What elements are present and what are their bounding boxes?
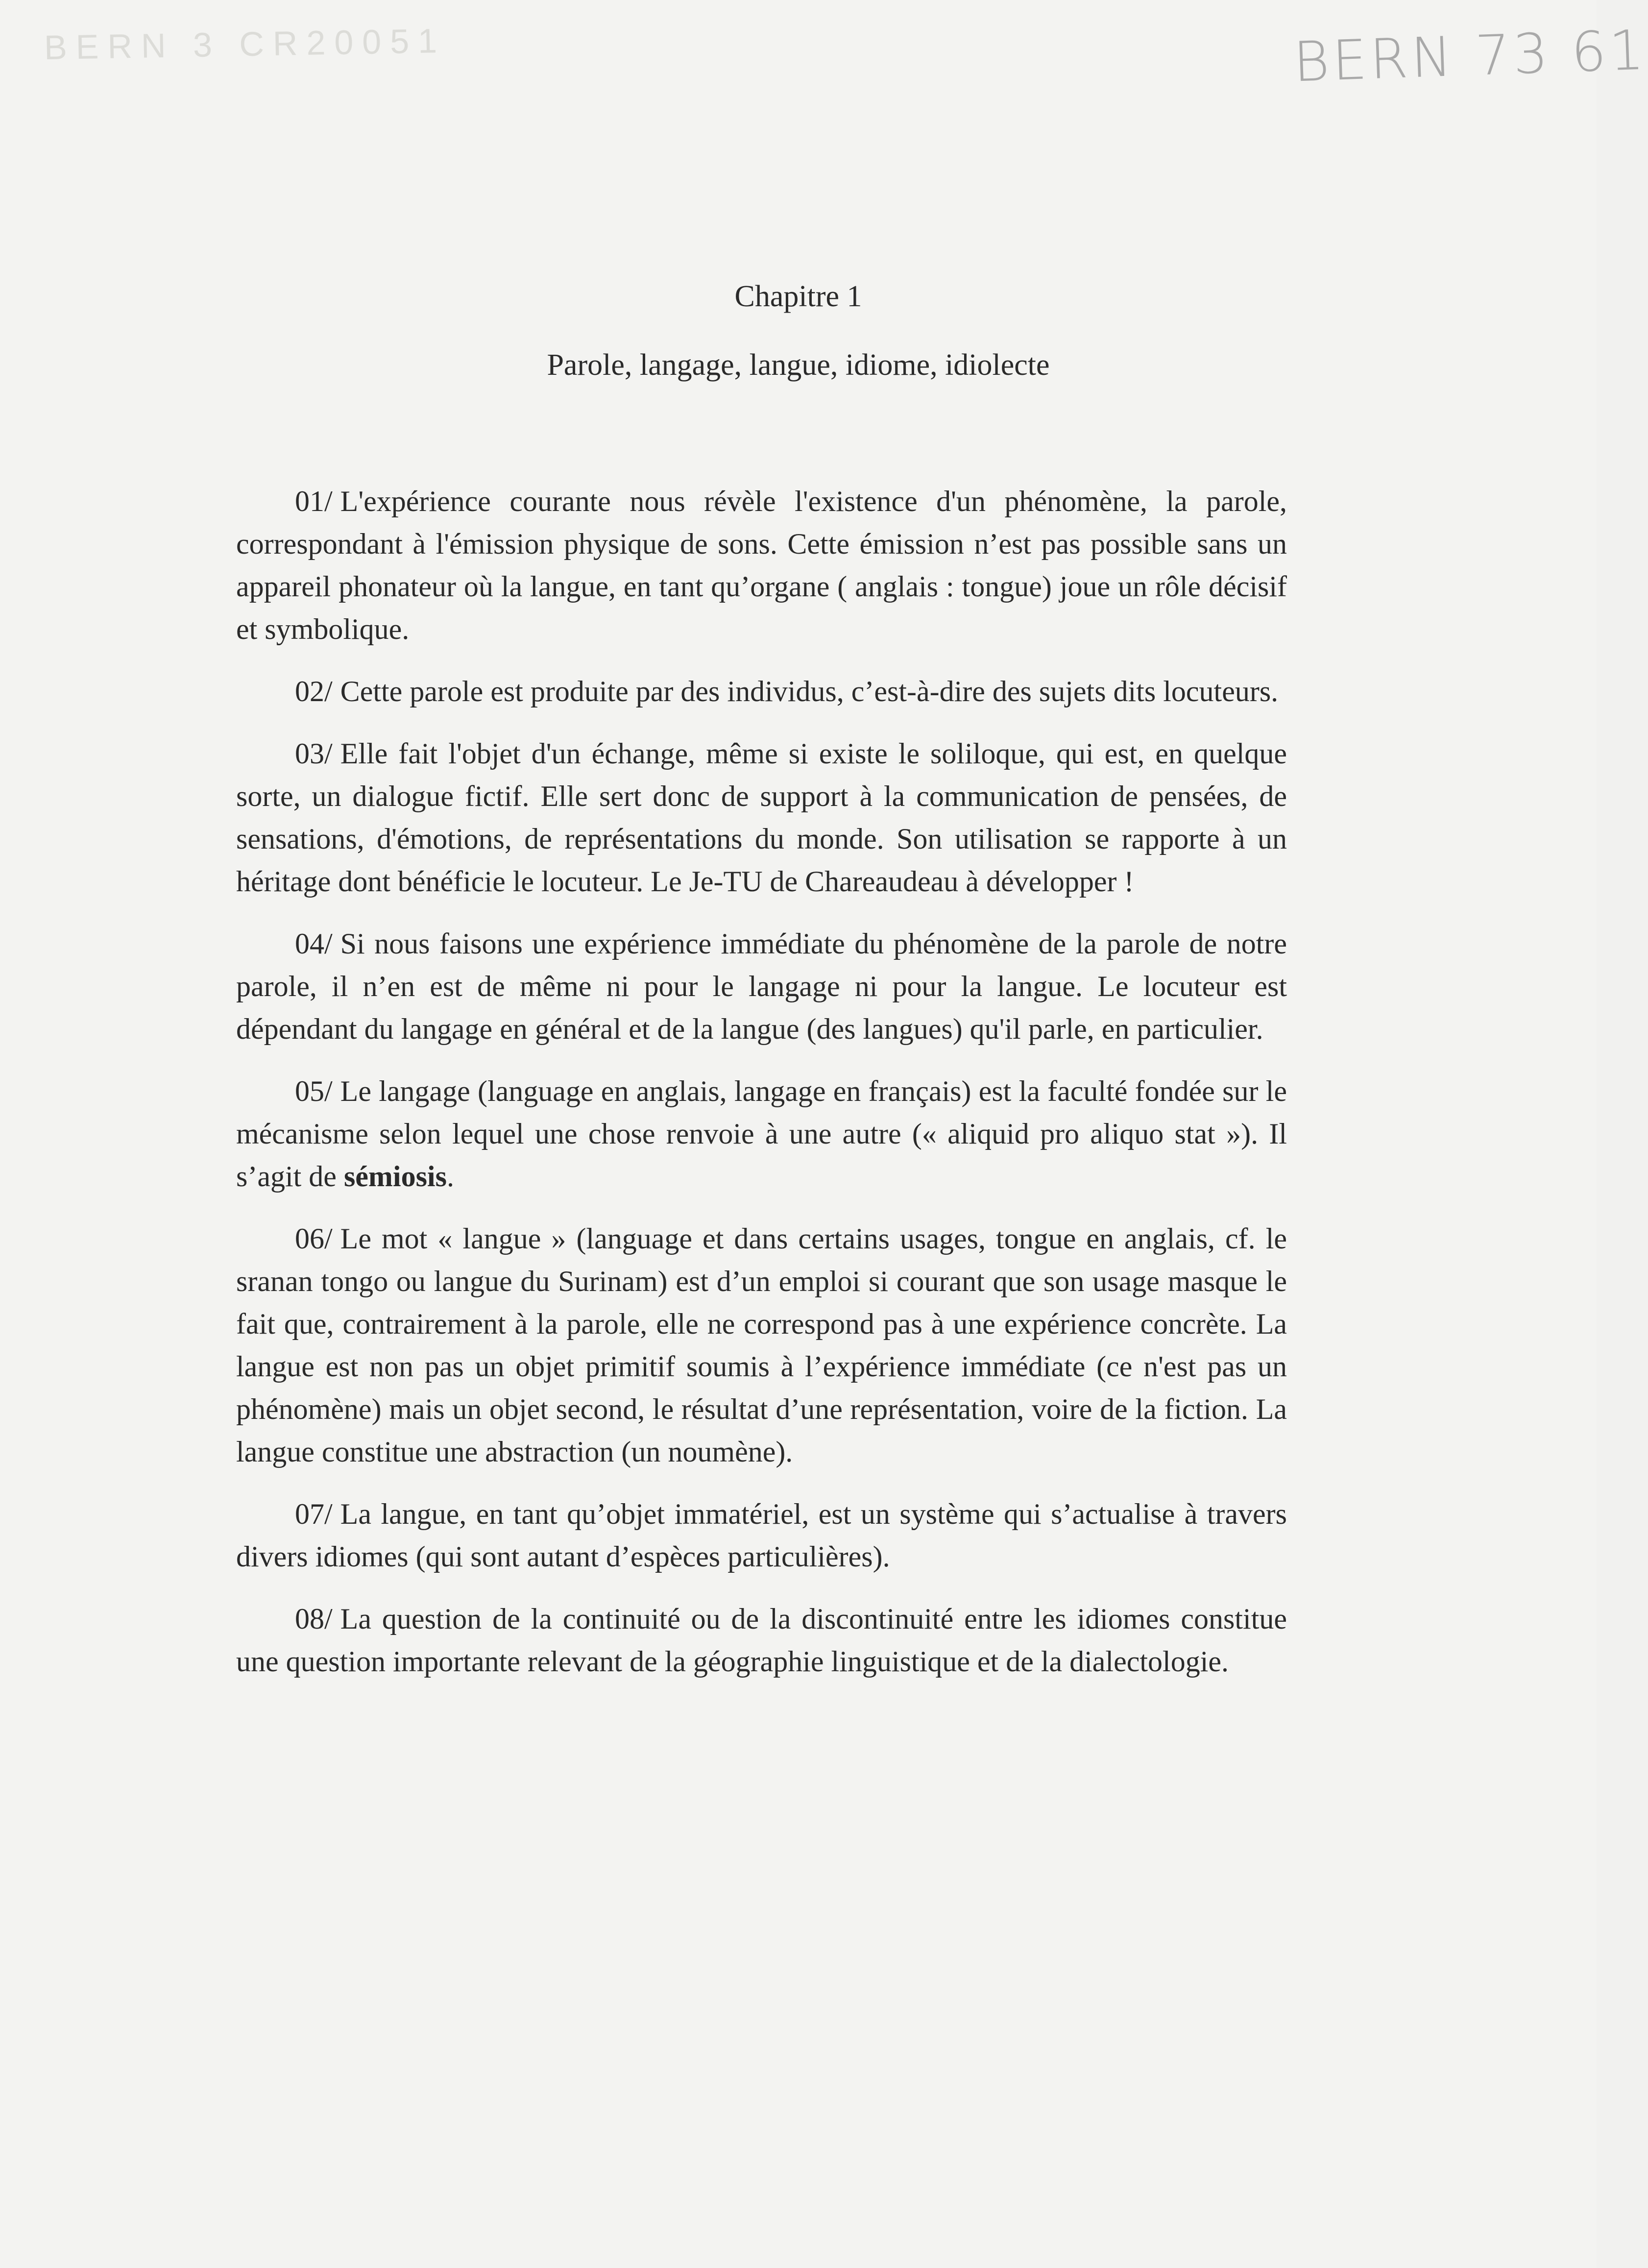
paragraph-end-punct: .	[446, 1160, 454, 1193]
chapter-title: Chapitre 1	[734, 280, 862, 313]
bold-term: sémiosis	[343, 1160, 447, 1193]
paragraph-text: Elle fait l'objet d'un échange, même si existe le soliloque, qui est, en quelque sorte, un dialogue fictif. Elle sert donc de support à la communication de pensées, de sensations, d'émotions, de représentations du monde. Son utilisation se rapporte à un héritage dont bénéficie le locuteur. Le Je-TU de Chareaudeau à développer !	[236, 737, 1287, 898]
paragraph-text: Le langage (language en anglais, langage en français) est la faculté fondée sur le mécanisme selon lequel une chose renvoie à une autre (« aliquid pro aliquo stat »). Il s’agit de	[236, 1075, 1287, 1193]
chapter-subtitle: Parole, langage, langue, idiome, idiolecte	[547, 348, 1050, 382]
paragraph-text: L'expérience courante nous révèle l'existence d'un phénomène, la parole, correspondant à l'émission physique de sons. Cette émission n’est pas possible sans un appareil phonateur où la langue, en tant qu’organe ( anglais : tongue) joue un rôle décisif et symbolique.	[236, 485, 1287, 645]
paragraph-number: 02/	[295, 675, 333, 707]
paragraph-06	[236, 1218, 1287, 1473]
paragraph-number: 06/	[295, 1222, 333, 1255]
handwritten-reference: BERN 73 61	[1292, 18, 1648, 95]
paragraph-07	[236, 1493, 1287, 1578]
paragraph-text: Le mot « langue » (language et dans certains usages, tongue en anglais, cf. le sranan tongo ou langue du Surinam) est d’un emploi si courant que son usage masque le fait que, contrairement à la parole, elle ne correspond pas à une expérience concrète. La langue est non pas un objet primitif soumis à l’expérience immédiate (ce n'est pas un phénomène) mais un objet second, le résultat d’une représentation, voire de la fiction. La langue constitue une abstraction (un noumène).	[236, 1222, 1287, 1468]
paragraph-number: 08/	[295, 1603, 333, 1635]
paragraph-number: 04/	[295, 927, 333, 960]
paragraph-number: 05/	[295, 1075, 333, 1107]
paragraph-text: La question de la continuité ou de la discontinuité entre les idiomes constitue une question importante relevant de la géographie linguistique et de la dialectologie.	[236, 1603, 1287, 1678]
paragraph-02	[236, 670, 1287, 713]
paragraph-01	[236, 480, 1287, 651]
paragraph-text: Cette parole est produite par des individus, c’est-à-dire des sujets dits locuteurs.	[340, 675, 1279, 707]
faint-archive-stamp: BERN 3 CR20051	[44, 21, 446, 67]
paragraph-text: La langue, en tant qu’objet immatériel, est un système qui s’actualise à travers divers idiomes (qui sont autant d’espèces particulières).	[236, 1498, 1287, 1573]
paragraph-text: Si nous faisons une expérience immédiate du phénomène de la parole de notre parole, il n’en est de même ni pour le langage ni pour la langue. Le locuteur est dépendant du langage en général et de la langue (des langues) qu'il parle, en particulier.	[236, 927, 1287, 1045]
paragraph-04	[236, 923, 1287, 1050]
document-body	[236, 480, 1287, 1703]
paragraph-05	[236, 1070, 1287, 1198]
paragraph-08	[236, 1598, 1287, 1683]
paragraph-number: 01/	[295, 485, 333, 517]
paragraph-number: 03/	[295, 737, 333, 770]
paragraph-03	[236, 732, 1287, 903]
paragraph-number: 07/	[295, 1498, 333, 1530]
